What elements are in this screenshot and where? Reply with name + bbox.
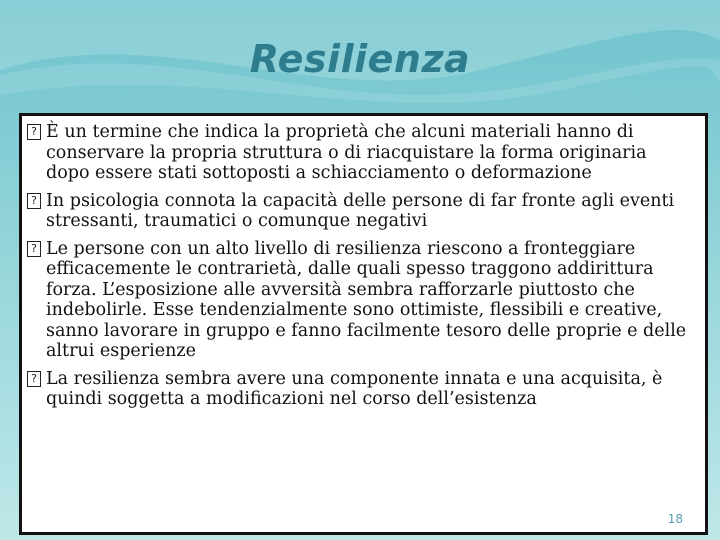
bullet-item [26, 369, 695, 410]
bullet-text: In psicologia connota la capacità delle persone di far fronte agli eventi stressanti, traumatici o comunque negativi [46, 190, 675, 231]
bullet-glyph-icon: ? [27, 241, 41, 257]
page-number: 18 [667, 512, 683, 526]
bullet-text: È un termine che indica la proprietà che alcuni materiali hanno di conservare la propria struttura o di riacquistare la forma originaria dopo essere stati sottoposti a schiacciamento o deformazione [46, 122, 647, 183]
bullet-glyph-icon: ? [27, 124, 41, 140]
bullet-glyph-icon: ? [27, 193, 41, 209]
bullet-text: La resilienza sembra avere una componente innata e una acquisita, è quindi soggetta a modificazioni nel corso dell’esistenza [46, 368, 663, 409]
bullet-item [26, 239, 695, 362]
bullet-text: Le persone con un alto livello di resilienza riescono a fronteggiare efficacemente le contrarietà, dalle quali spesso traggono addirittura forza. L’esposizione alle avversità sembra rafforzarle piuttosto che indebolirle. Esse tendenzialmente sono ottimiste, flessibili e creative, sanno lavorare in gruppo e fanno facilmente tesoro delle proprie e delle altrui esperienze [46, 238, 687, 361]
bullet-glyph-icon: ? [27, 371, 41, 387]
slide-title: Resilienza [249, 37, 471, 81]
bullet-item [26, 122, 695, 184]
bullet-item [26, 191, 695, 232]
content-box [19, 113, 708, 535]
